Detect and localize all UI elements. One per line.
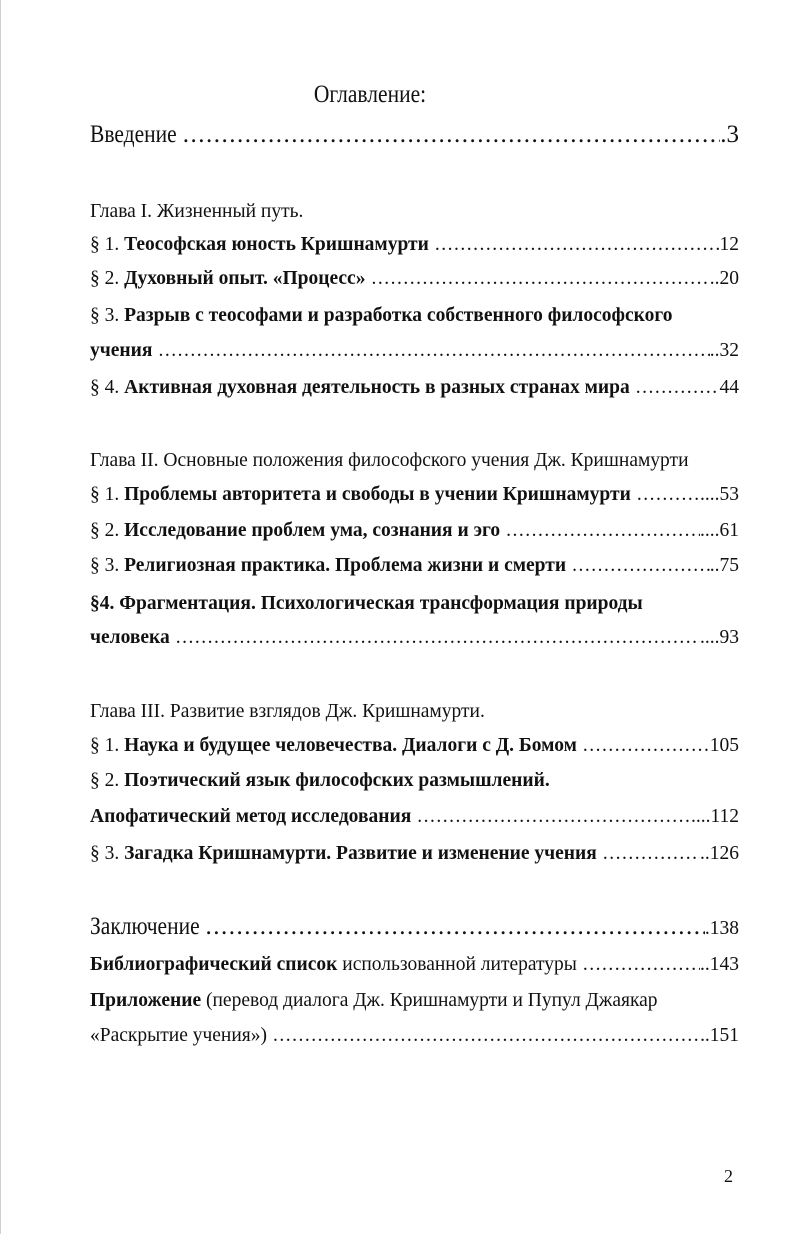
toc-entry-appendix-line2[interactable]: [90, 1021, 739, 1051]
dot-leader: [200, 910, 705, 944]
dot-leader: [500, 516, 700, 546]
entry-label: Заключение: [90, 913, 200, 940]
toc-entry-ch1-s3-line2[interactable]: [90, 336, 739, 366]
section-number: § 4.: [90, 377, 125, 398]
toc-entry-ch3-s2-line1[interactable]: [90, 766, 550, 796]
entry-page: .3: [720, 121, 739, 148]
section-title: Поэтический язык философских размышлений.: [124, 770, 550, 791]
toc-entry-ch3-s3[interactable]: [90, 839, 739, 869]
appendix-title-rest: (перевод диалога Дж. Кришнамурти и Пупул Джаякар: [201, 990, 658, 1011]
section-number: § 2.: [90, 520, 125, 541]
entry-page: ....93: [700, 627, 739, 648]
chapter-2-heading: Глава II. Основные положения философского учения Дж. Кришнамурти: [90, 450, 689, 471]
dot-leader: [152, 336, 709, 366]
toc-entry-ch1-s3-line1[interactable]: [90, 301, 673, 331]
section-title-continued: Апофатический метод исследования: [90, 806, 412, 827]
entry-page: 12: [719, 234, 739, 255]
section-number: § 2.: [90, 770, 125, 791]
section-number: § 1.: [90, 484, 125, 505]
entry-page: ..75: [709, 555, 739, 576]
toc-entry-ch2-s2[interactable]: [90, 516, 739, 546]
toc-entry-ch2-s3[interactable]: [90, 551, 739, 581]
entry-page: ....61: [700, 520, 739, 541]
dot-leader: [630, 373, 720, 403]
dot-leader: [365, 264, 709, 294]
section-number: § 1.: [90, 735, 125, 756]
entry-page: ..143: [700, 954, 739, 975]
section-title: Загадка Кришнамурти. Развитие и изменение учения: [124, 843, 597, 864]
bibliography-title: Библиографический список: [90, 954, 338, 975]
dot-leader: [170, 623, 700, 653]
section-title: Активная духовная деятельность в разных странах мира: [124, 377, 630, 398]
entry-page: ..32: [709, 340, 739, 361]
dot-leader: [267, 1021, 705, 1051]
toc-entry-ch1-s1[interactable]: [90, 230, 739, 260]
page-number: 2: [724, 1166, 733, 1186]
dot-leader: [577, 950, 700, 980]
toc-title: Оглавление:: [313, 81, 427, 108]
entry-page: ..20: [709, 268, 739, 289]
toc-entry-ch1-s2[interactable]: [90, 264, 739, 294]
section-title: Наука и будущее человечества. Диалоги с Д. Бомом: [124, 735, 577, 756]
toc-entry-bibliography[interactable]: [90, 950, 739, 980]
section-title: §4. Фрагментация. Психологическая трансформация природы: [90, 593, 643, 614]
toc-entry-conclusion[interactable]: [90, 910, 739, 944]
section-title: Исследование проблем ума, сознания и эго: [124, 520, 501, 541]
dot-leader: [566, 551, 710, 581]
toc-entry-appendix-line1[interactable]: [90, 986, 658, 1016]
section-title-continued: человека: [90, 627, 170, 648]
bibliography-title-rest: использованной литературы: [337, 954, 577, 975]
section-title: Религиозная практика. Проблема жизни и смерти: [124, 555, 567, 576]
dot-leader: [429, 230, 720, 260]
toc-entry-ch2-s4-line2[interactable]: [90, 623, 739, 653]
section-title: Духовный опыт. «Процесс»: [124, 268, 366, 289]
dot-leader: [411, 802, 691, 832]
dot-leader: [597, 839, 700, 869]
dot-leader: [631, 480, 700, 510]
section-title: Проблемы авторитета и свободы в учении Кришнамурти: [124, 484, 631, 505]
entry-label: Введение: [90, 121, 177, 148]
chapter-3-heading: Глава III. Развитие взглядов Дж. Кришнамурти.: [90, 701, 485, 722]
appendix-title-continued: «Раскрытие учения»): [90, 1025, 268, 1046]
toc-entry-ch2-s1[interactable]: [90, 480, 739, 510]
entry-page: 105: [709, 735, 739, 756]
toc-entry-introduction[interactable]: [90, 118, 739, 152]
section-title-continued: учения: [90, 340, 153, 361]
toc-entry-ch3-s1[interactable]: [90, 731, 739, 761]
section-number: § 3.: [90, 843, 125, 864]
entry-page: ..126: [700, 843, 739, 864]
section-number: § 3.: [90, 555, 125, 576]
section-title: Теософская юность Кришнамурти: [124, 234, 429, 255]
entry-page: .138: [704, 918, 739, 939]
toc-entry-ch3-s2-line2[interactable]: [90, 802, 739, 832]
page-edge-line: [0, 0, 1, 1234]
chapter-1-heading: Глава I. Жизненный путь.: [90, 201, 304, 222]
entry-page: ....53: [700, 484, 739, 505]
section-number: § 3.: [90, 305, 125, 326]
section-number: § 2.: [90, 268, 125, 289]
section-number: § 1.: [90, 234, 125, 255]
entry-page: ....112: [690, 806, 739, 827]
toc-entry-ch1-s4[interactable]: [90, 373, 739, 403]
entry-page: 44: [719, 377, 739, 398]
toc-entry-ch2-s4-line1[interactable]: [90, 589, 643, 619]
dot-leader: [177, 118, 720, 152]
section-title: Разрыв с теософами и разработка собственного философского: [124, 305, 673, 326]
dot-leader: [577, 731, 710, 761]
entry-page: .151: [704, 1025, 739, 1046]
appendix-title: Приложение: [90, 990, 202, 1011]
